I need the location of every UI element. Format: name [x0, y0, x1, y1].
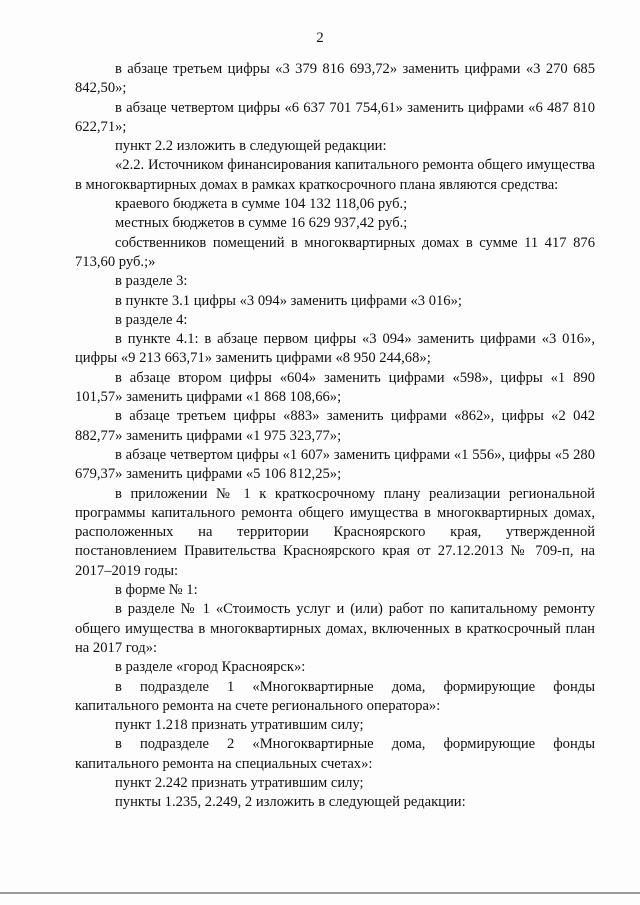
paragraph: в абзаце третьем цифры «3 379 816 693,72» заменить цифрами «3 270 685 842,50»;: [75, 61, 595, 97]
paragraph: в разделе 3:: [115, 273, 188, 290]
paragraph: в абзаце четвертом цифры «1 607» заменить цифрами «1 556», цифры «5 280 679,37» заменить цифрами «5 106 812,25»;: [75, 446, 595, 483]
paragraph: местных бюджетов в сумме 16 629 937,42 руб.;: [115, 215, 408, 232]
paragraph: пункт 2.2 изложить в следующей редакции:: [115, 138, 387, 155]
paragraph: краевого бюджета в сумме 104 132 118,06 руб.;: [115, 196, 408, 213]
paragraph: в разделе «город Красноярск»:: [115, 659, 306, 676]
paragraph: в разделе 4:: [115, 311, 188, 328]
paragraph: «2.2. Источником финансирования капитального ремонта общего имущества в многоквартирных домах в рамках краткосрочного плана являются средства:: [75, 157, 595, 193]
paragraph: в форме № 1:: [115, 582, 198, 599]
paragraph: в подразделе 2 «Многоквартирные дома, формирующие фонды капитального ремонта на специальных счетах»:: [75, 736, 595, 772]
paragraph: в абзаце втором цифры «604» заменить цифрами «598», цифры «1 890 101,57» заменить цифрами «1 868 108,66»;: [75, 369, 595, 406]
paragraph: пункт 2.242 признать утратившим силу;: [115, 774, 364, 791]
scan-edge-divider: [0, 892, 640, 894]
paragraph: в пункте 3.1 цифры «3 094» заменить цифрами «3 016»;: [115, 292, 462, 309]
paragraph: в пункте 4.1: в абзаце первом цифры «3 094» заменить цифрами «3 016», цифры «9 213 663,71» заменить цифрами «8 950 244,68»;: [75, 331, 595, 367]
paragraph: в абзаце четвертом цифры «6 637 701 754,61» заменить цифрами «6 487 810 622,71»;: [75, 99, 595, 135]
paragraph: в абзаце третьем цифры «883» заменить цифрами «862», цифры «2 042 882,77» заменить цифрами «1 975 323,77»;: [75, 408, 595, 444]
paragraph: в разделе № 1 «Стоимость услуг и (или) работ по капитальному ремонту общего имущества в многоквартирных домах, включенных в краткосрочный план на 2017 год»:: [75, 601, 595, 656]
paragraph: собственников помещений в многоквартирных домах в сумме 11 417 876 713,60 руб.;»: [75, 234, 595, 270]
paragraph: пункт 1.218 признать утратившим силу;: [115, 717, 364, 734]
paragraph: пункты 1.235, 2.249, 2 изложить в следующей редакции:: [115, 794, 466, 811]
page-number: 2: [316, 30, 324, 46]
document-body: [75, 60, 595, 813]
paragraph: в приложении № 1 к краткосрочному плану реализации региональной программы капитального ремонта общего имущества в многоквартирных домах, расположенных на территории Красноярского края, утвержденной постановлением Правительства Красноярского края от 27.12.2013 № 709-п, на 2017–2019 годы:: [75, 485, 595, 579]
paragraph: в подразделе 1 «Многоквартирные дома, формирующие фонды капитального ремонта на счете регионального оператора»:: [75, 678, 595, 714]
